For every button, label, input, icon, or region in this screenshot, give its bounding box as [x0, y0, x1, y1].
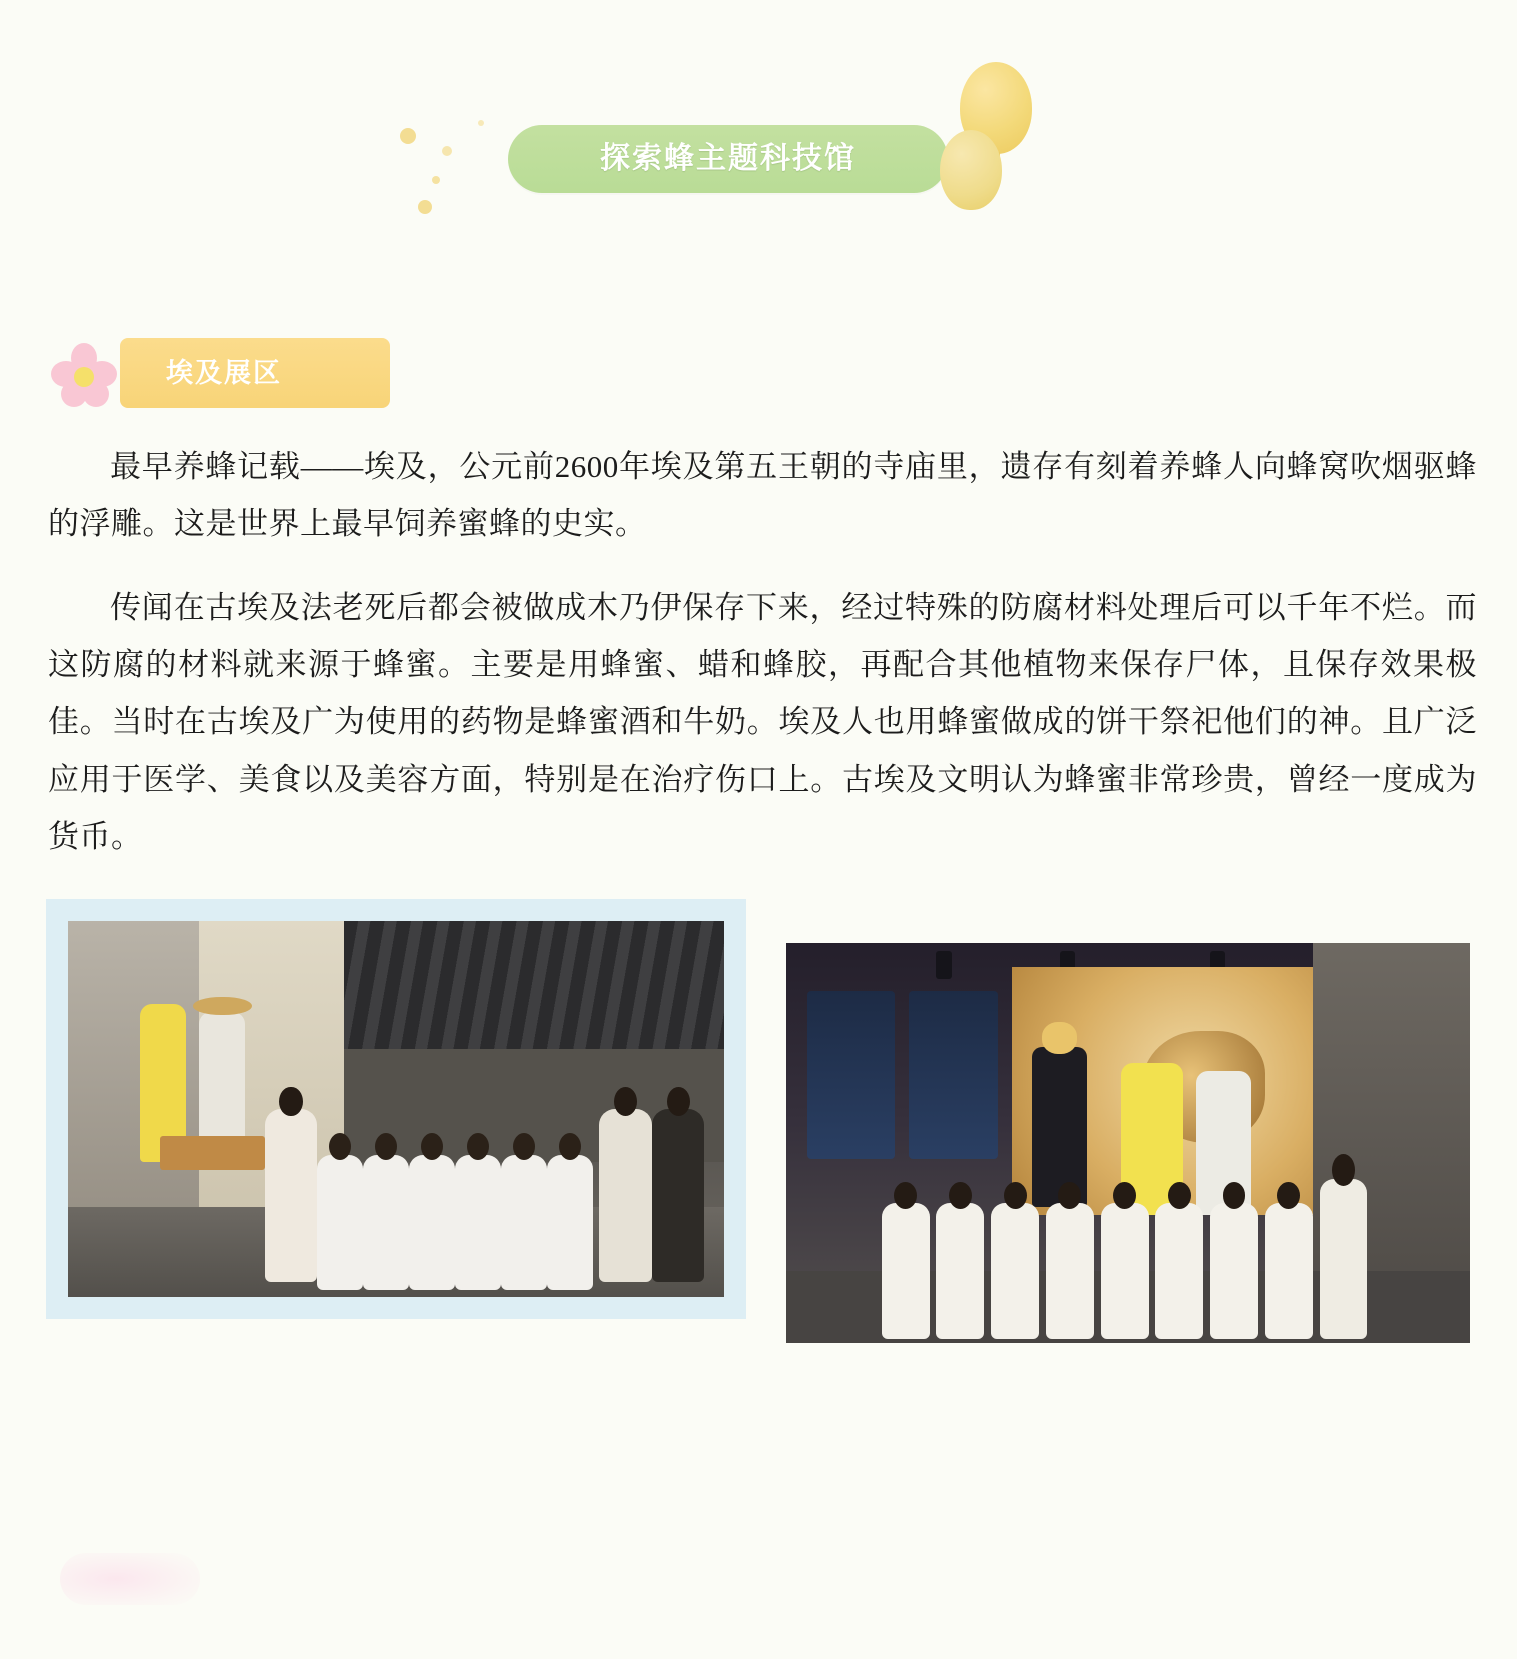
page-title: 探索蜂主题科技馆 [600, 142, 856, 175]
flower-icon [50, 342, 118, 410]
confetti-dot-icon [400, 128, 416, 144]
photo-exhibit-beekeeping-costumes [68, 921, 724, 1297]
photo-gallery [0, 899, 1517, 1369]
decorative-smudge [60, 1553, 200, 1605]
section-label: 埃及展区 [166, 358, 282, 388]
section-heading [0, 330, 1517, 420]
balloon-icon [940, 130, 1002, 210]
photo-frame-right [786, 943, 1470, 1343]
paragraph: 传闻在古埃及法老死后都会被做成木乃伊保存下来，经过特殊的防腐材料处理后可以千年不烂。而这防腐的材料就来源于蜂蜜。主要是用蜂蜜、蜡和蜂胶，再配合其他植物来保存尸体，且保存效果极佳。当时在古埃及广为使用的药物是蜂蜜酒和牛奶。埃及人也用蜂蜜做成的饼干祭祀他们的神。且广泛应用于医学、美食以及美容方面，特别是在治疗伤口上。古埃及文明认为蜂蜜非常珍贵，曾经一度成为货币。 [48, 589, 1477, 855]
photo-frame-left [46, 899, 746, 1319]
confetti-dot-icon [418, 200, 432, 214]
photo-exhibit-egypt-mural [786, 943, 1470, 1343]
confetti-dot-icon [432, 176, 440, 184]
confetti-dot-icon [478, 120, 484, 126]
page-header [0, 0, 1517, 250]
confetti-dot-icon [442, 146, 452, 156]
article-body [0, 420, 1517, 865]
paragraph: 最早养蜂记载——埃及，公元前2600年埃及第五王朝的寺庙里，遗存有刻着养蜂人向蜂窝吹烟驱蜂的浮雕。这是世界上最早饲养蜜蜂的史实。 [48, 449, 1477, 542]
